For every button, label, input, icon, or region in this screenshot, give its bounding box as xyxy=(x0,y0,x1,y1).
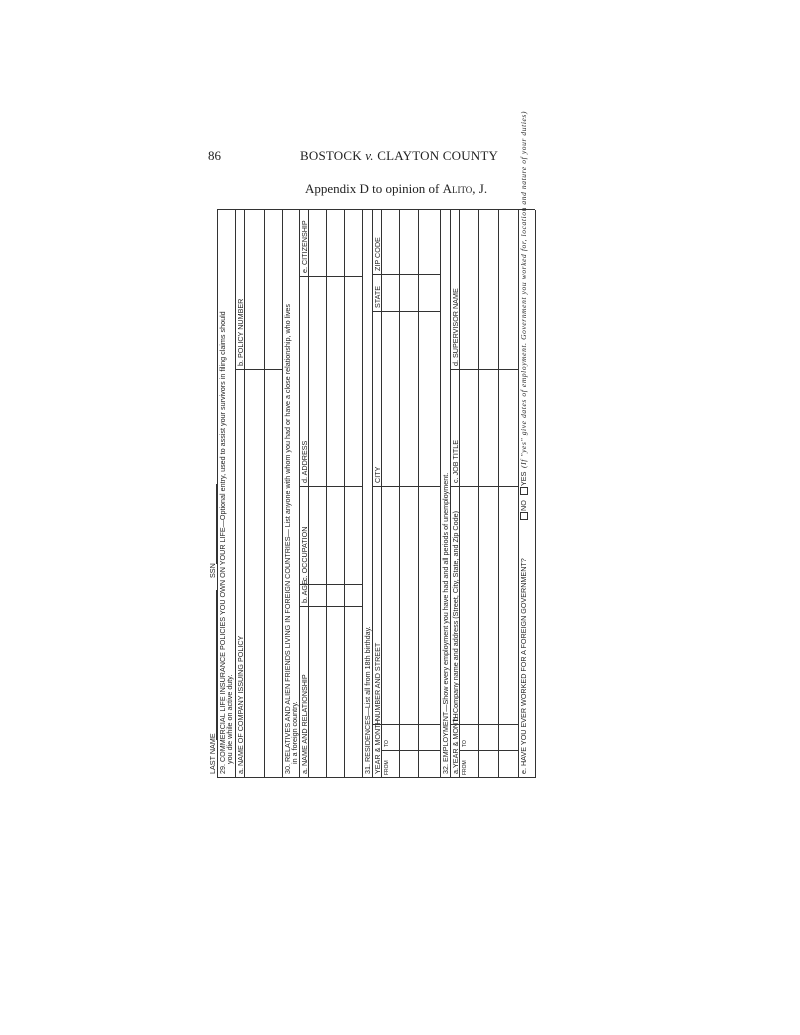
running-head xyxy=(300,148,498,164)
ssn-label: SSN xyxy=(208,563,217,578)
rule xyxy=(478,210,479,778)
rule xyxy=(244,210,245,778)
rule xyxy=(498,210,499,778)
appendix-suffix: , J. xyxy=(472,181,488,196)
section-29-title: 29. COMMERCIAL LIFE INSURANCE POLICIES YOU OWN ON YOUR LIFE—Optional entry, used to assist your survivors in filing claims should xyxy=(218,311,227,774)
relatives-name-header: a. NAME AND RELATIONSHIP xyxy=(300,674,309,774)
rule xyxy=(372,724,440,725)
rule xyxy=(459,750,518,751)
appendix-justice: Alito xyxy=(442,181,473,196)
rule xyxy=(308,210,309,778)
section-31-title: 31. RESIDENCES—List all from 18th birthday. xyxy=(363,626,372,774)
foreign-government-instruction: (If "yes" give dates of employment. Government you worked for, location and nature of your duties) xyxy=(519,110,528,468)
last-name-label: LAST NAME xyxy=(208,733,217,774)
yes-checkbox[interactable] xyxy=(520,487,528,495)
employment-company-header: b. Company name and address (Street, City, State, and Zip Code) xyxy=(451,510,460,721)
rule xyxy=(535,210,536,778)
residences-to-label: TO xyxy=(384,740,390,747)
employment-job-title-header: c. JOB TITLE xyxy=(451,439,460,483)
rule xyxy=(450,369,518,370)
rule xyxy=(326,210,327,778)
case-name-suffix: CLAYTON COUNTY xyxy=(373,148,499,163)
relatives-occupation-header: c. OCCUPATION xyxy=(300,526,309,581)
rule xyxy=(264,210,265,778)
employment-to-label: TO xyxy=(462,740,468,747)
rule xyxy=(344,210,345,778)
case-name-v: v. xyxy=(365,148,374,163)
appendix-heading xyxy=(305,181,487,197)
relatives-citizenship-header: e. CITIZENSHIP xyxy=(300,220,309,273)
case-name-prefix: BOSTOCK xyxy=(300,148,366,163)
no-checkbox[interactable] xyxy=(520,512,528,520)
relatives-address-header: d. ADDRESS xyxy=(300,440,309,483)
section-30-title: 30. RELATIVES AND ALIEN FRIENDS LIVING IN FOREIGN COUNTRIES— List anyone with whom you had or have a close relationship, who lives xyxy=(283,303,292,774)
foreign-government-question: e. HAVE YOU EVER WORKED FOR A FOREIGN GOVERNMENT? xyxy=(519,558,528,774)
ssn-line[interactable] xyxy=(216,484,217,564)
page-number: 86 xyxy=(208,148,221,163)
employment-year-month-header: a.YEAR & MONTH xyxy=(451,713,460,774)
rule xyxy=(399,210,400,778)
employment-supervisor-header: d. SUPERVISOR NAME xyxy=(451,288,460,366)
rule xyxy=(459,210,460,778)
rule xyxy=(381,210,382,778)
rule xyxy=(372,486,440,487)
no-label: NO xyxy=(519,500,528,511)
rule xyxy=(418,210,419,778)
policy-number-header: b. POLICY NUMBER xyxy=(236,298,245,366)
residences-city-header: CITY xyxy=(373,466,382,483)
rule xyxy=(372,311,440,312)
rule xyxy=(450,724,518,725)
policy-company-header: a. NAME OF COMPANY ISSUING POLICY xyxy=(236,635,245,774)
rule xyxy=(450,486,518,487)
residences-year-month-header: YEAR & MONTH xyxy=(373,719,382,774)
residences-street-header: NUMBER AND STREET xyxy=(373,642,382,721)
residences-from-label: FROM xyxy=(384,760,390,775)
last-name-line[interactable] xyxy=(216,590,217,740)
residences-zip-header: ZIP CODE xyxy=(373,237,382,271)
section-29-title-line2: you die while on active duty. xyxy=(225,674,234,764)
rule xyxy=(372,274,440,275)
relatives-age-header: b. AGE xyxy=(300,580,309,603)
section-32-title: 32. EMPLOYMENT—Show every employment you have had and all periods of unemployment. xyxy=(441,472,450,774)
appendix-prefix: Appendix D to opinion of xyxy=(305,181,443,196)
employment-from-label: FROM xyxy=(462,760,468,775)
rule xyxy=(235,369,282,370)
residences-state-header: STATE xyxy=(373,285,382,308)
rule xyxy=(381,750,440,751)
section-30-title-line2: in a foreign country. xyxy=(290,701,299,764)
yes-label: YES xyxy=(519,471,528,486)
